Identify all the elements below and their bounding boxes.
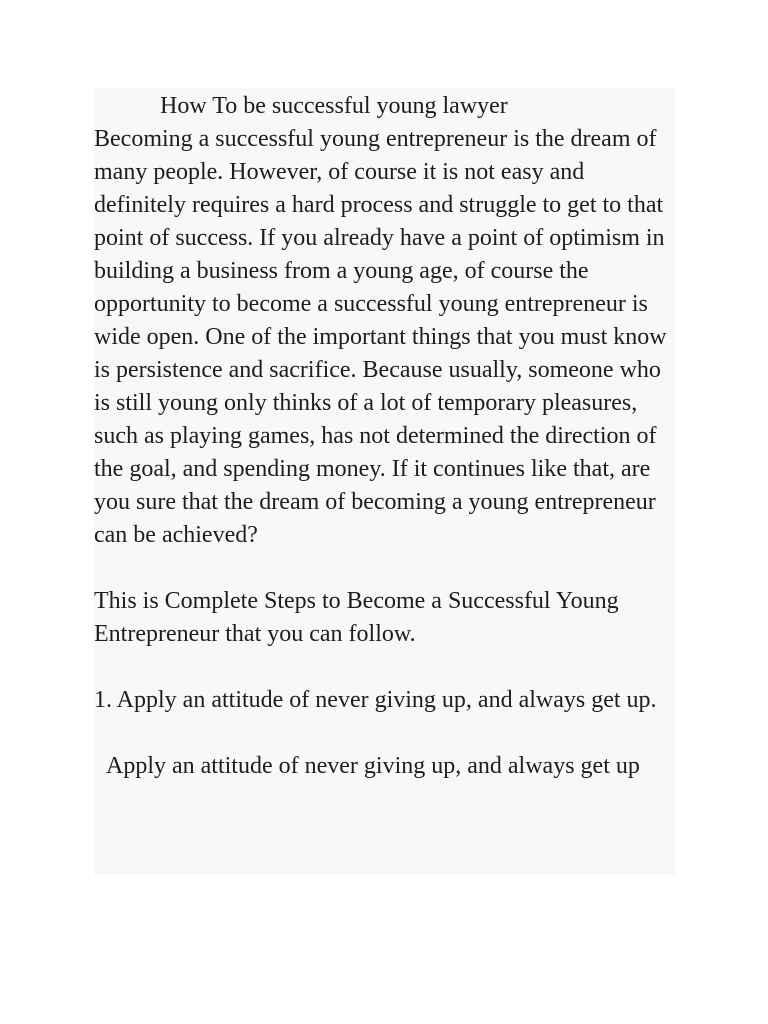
document-text-block <box>94 88 675 875</box>
step-one-body: Apply an attitude of never giving up, and always get up <box>106 753 640 779</box>
step-one-heading: 1. Apply an attitude of never giving up, and always get up. <box>94 687 657 713</box>
document-title: How To be successful young lawyer <box>160 93 508 119</box>
steps-intro-paragraph: This is Complete Steps to Become a Successful Young Entrepreneur that you can follow. <box>94 588 619 647</box>
intro-paragraph: Becoming a successful young entrepreneur is the dream of many people. However, of course it is not easy and definitely requires a hard process and struggle to get to that point of success. If you already have a point of optimism in building a business from a young age, of course the opportunity to become a successful young entrepreneur is wide open. One of the important things that you must know is persistence and sacrifice. Because usually, someone who is still young only thinks of a lot of temporary pleasures, such as playing games, has not determined the direction of the goal, and spending money. If it continues like that, are you sure that the dream of becoming a young entrepreneur can be achieved? <box>94 126 667 548</box>
